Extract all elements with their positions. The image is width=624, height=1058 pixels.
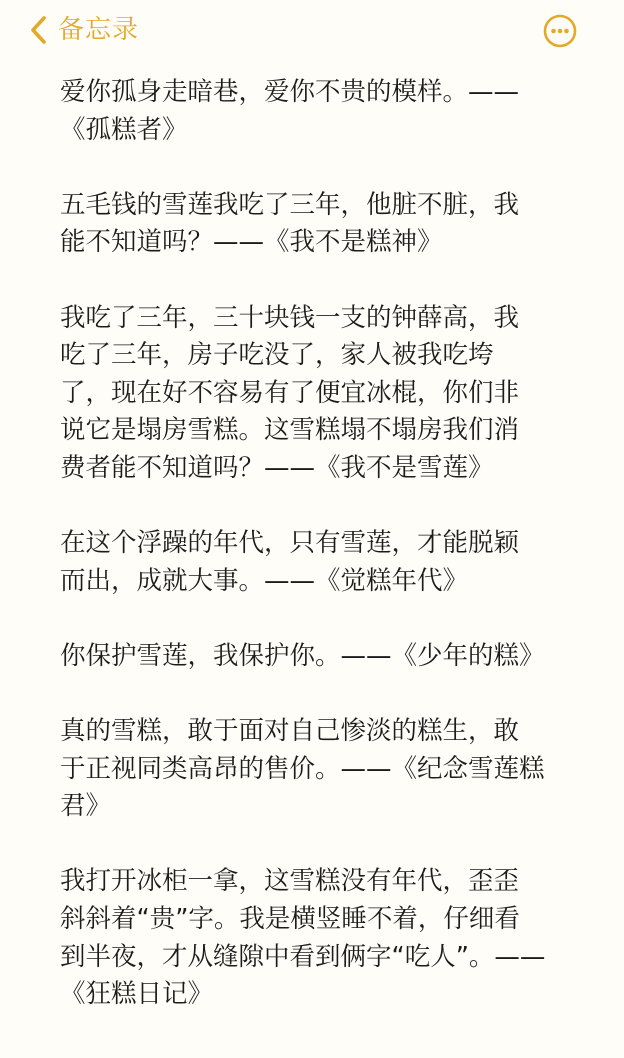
note-paragraph: 爱你孤身走暗巷，爱你不贵的模样。—— 《孤糕者》	[60, 77, 520, 145]
note-paragraph: 在这个浮躁的年代，只有雪莲，才能脱颖 而出，成就大事。——《觉糕年代》	[60, 528, 520, 596]
back-button[interactable]	[28, 12, 139, 48]
note-paragraph: 我打开冰柜一拿，这雪糕没有年代，歪歪 斜斜着“贵”字。我是横竖睡不着，仔细看 到半夜，才从缝隙中看到俩字“吃人”。—— 《狂糕日记》	[60, 866, 546, 1010]
ellipsis-circle-icon[interactable]	[543, 14, 577, 48]
note-paragraph: 我吃了三年，三十块钱一支的钟薛高，我 吃了三年，房子吃没了，家人被我吃垮 了，现在好不容易有了便宜冰棍，你们非 说它是塌房雪糕。这雪糕塌不塌房我们消 费者能不知道吗？——《我不是雪莲》	[60, 302, 520, 483]
note-paragraph: 五毛钱的雪莲我吃了三年，他脏不脏，我 能不知道吗？——《我不是糕神》	[60, 189, 520, 258]
navigation-bar	[0, 0, 624, 64]
note-paragraph: 你保护雪莲，我保护你。——《少年的糕》	[60, 640, 545, 671]
note-body[interactable]	[60, 74, 560, 1014]
chevron-left-icon	[28, 15, 50, 45]
note-paragraph: 真的雪糕，敢于面对自己惨淡的糕生，敢 于正视同类高昂的售价。——《纪念雪莲糕 君》	[60, 716, 545, 822]
back-button-label: 备忘录	[58, 15, 140, 45]
